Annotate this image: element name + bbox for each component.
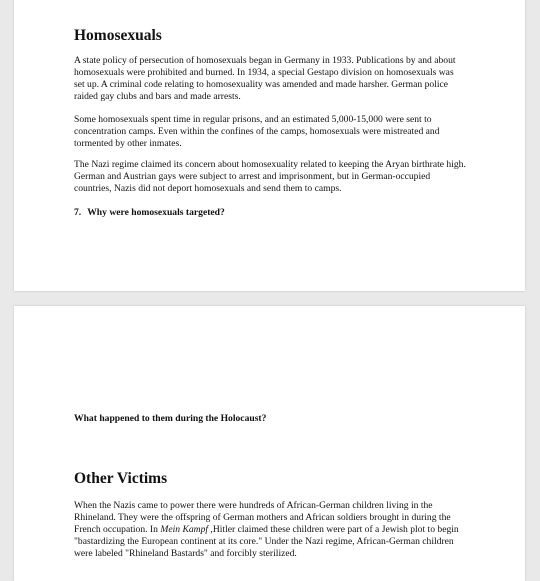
paragraph-text: A state policy of persecution of homosexuals began in Germany in 1933. Publications by and about homosexuals were prohibited and burned. In 1934, a special Gestapo division on homosexuals was set up. A criminal code relating to homosexuality was amended and made harsher. German police raided gay clubs and bars and made arrests. — [74, 55, 456, 102]
book-title: Mein Kampf — [160, 524, 209, 535]
page-2-heading-block — [74, 470, 466, 488]
paragraph-text — [74, 500, 466, 560]
paragraph-rhineland — [74, 500, 466, 560]
question-7 — [74, 207, 466, 219]
section-heading-homosexuals: Homosexuals — [74, 27, 162, 44]
document-page-1 — [14, 0, 525, 291]
document-page-2 — [14, 306, 525, 581]
paragraph-text-part-1: When the Nazis came to power there were hundreds of African-German children living in the Rhineland. They were the offspring of German mothers and African soldiers brought in during the French occupation. In — [74, 500, 451, 535]
question-text: What happened to them during the Holocaust? — [74, 413, 267, 424]
question-holocaust — [74, 413, 466, 425]
paragraph-text: The Nazi regime claimed its concern about homosexuality related to keeping the Aryan birthrate high. German and Austrian gays were subject to arrest and imprisonment, but in German-occupied countries, Nazis did not deport homosexuals and send them to camps. — [74, 159, 466, 194]
question-text: Why were homosexuals targeted? — [87, 207, 225, 218]
paragraph-camps — [74, 114, 466, 150]
section-heading-other-victims: Other Victims — [74, 470, 168, 487]
page-1-content — [74, 27, 466, 45]
paragraph-text-part-2: ,Hitler claimed these children were part of a Jewish plot to begin "bastardizing the European continent at its core." Under the Nazi regime, African-German children were labeled "Rhineland Bastards" and forcibly sterilized. — [74, 524, 459, 559]
question-number: 7. — [74, 207, 82, 218]
paragraph-persecution-policy — [74, 55, 466, 103]
paragraph-text: Some homosexuals spent time in regular prisons, and an estimated 5,000-15,000 were sent to concentration camps. Even within the confines of the camps, homosexuals were mistreated and tormented by other inmates. — [74, 114, 440, 149]
paragraph-nazi-regime — [74, 159, 466, 195]
